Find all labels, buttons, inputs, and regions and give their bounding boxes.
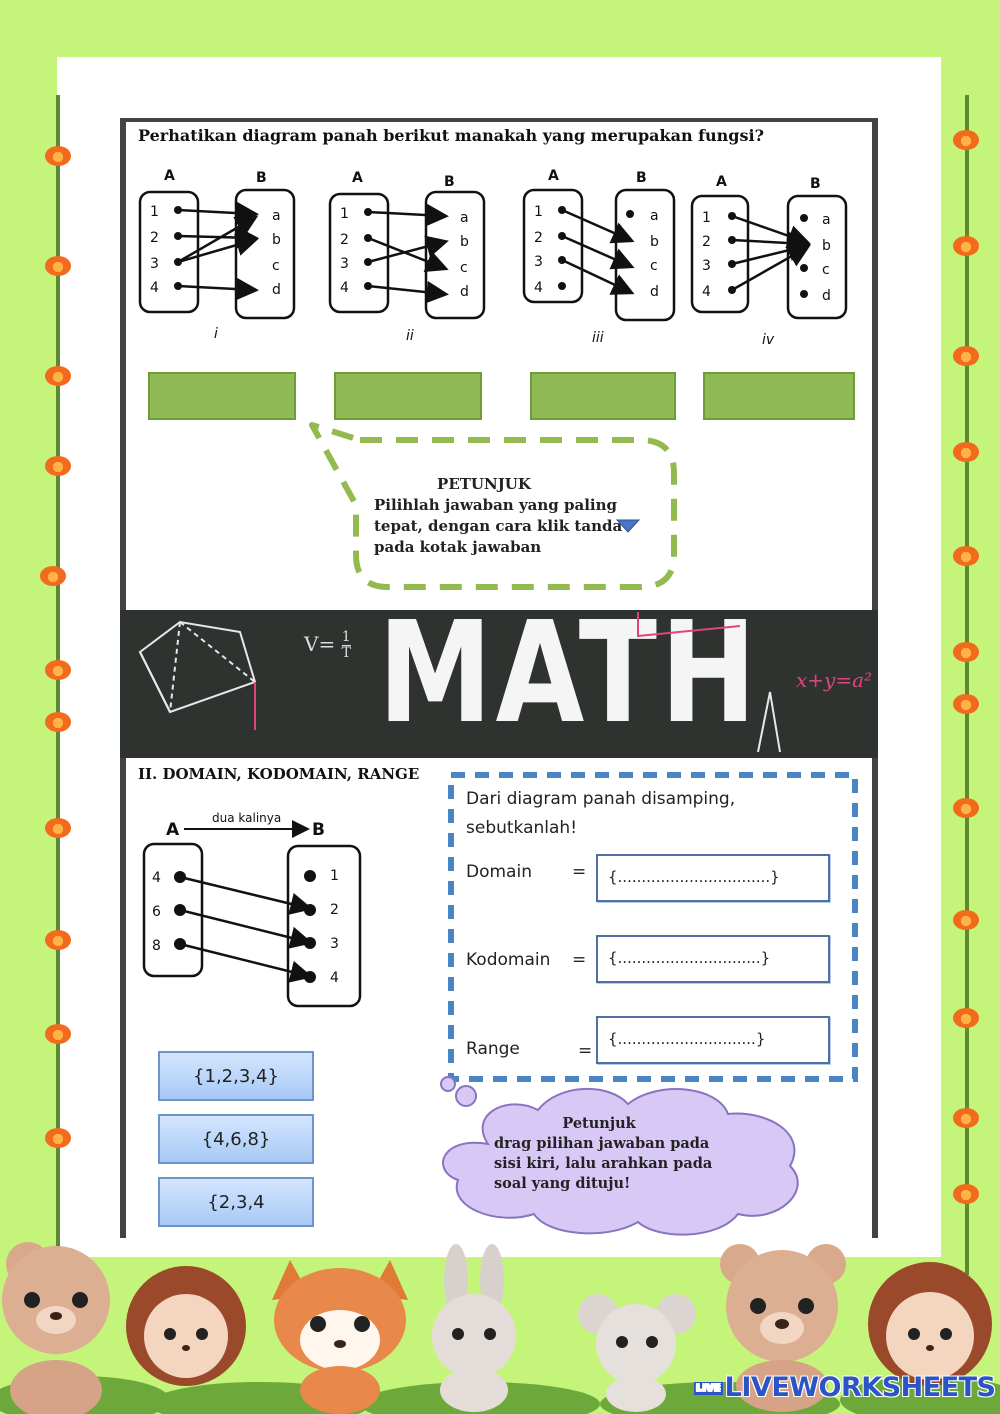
range-equals: =: [578, 1041, 593, 1061]
flower-icon: [953, 1108, 979, 1128]
kodomain-equals: =: [572, 950, 587, 970]
diagram-ii: [330, 170, 484, 344]
right-item: 3: [330, 936, 339, 952]
right-item: a: [822, 212, 831, 228]
right-item: a: [272, 208, 281, 224]
range-input[interactable]: {.............................}: [596, 1016, 830, 1064]
left-item: 2: [534, 230, 543, 246]
roman-label: iv: [762, 332, 775, 348]
flower-icon: [45, 1024, 71, 1044]
left-item: 4: [150, 280, 159, 296]
left-item: 2: [340, 232, 349, 248]
hint-2-title: Petunjuk: [562, 1115, 636, 1132]
hint-2-line: drag pilihan jawaban pada: [494, 1135, 710, 1152]
left-item: 3: [534, 254, 543, 270]
relation-label: dua kalinya: [212, 811, 282, 825]
right-vine: [965, 95, 969, 1275]
domain-label: Domain: [466, 862, 532, 882]
left-item: 8: [152, 938, 161, 954]
question-title: Perhatikan diagram panah berikut manakah yang merupakan fungsi?: [138, 126, 764, 145]
hedgehog-icon: [868, 1262, 992, 1386]
right-item: 1: [330, 868, 339, 884]
left-item: 2: [150, 230, 159, 246]
flower-icon: [953, 130, 979, 150]
flower-icon: [45, 818, 71, 838]
bear-icon: [2, 1242, 110, 1414]
range-label: Range: [466, 1039, 520, 1059]
kodomain-input[interactable]: {..............................}: [596, 935, 830, 983]
hint-1-line: Pilihlah jawaban yang paling: [374, 496, 617, 514]
left-item: 2: [702, 234, 711, 250]
roman-label: ii: [406, 328, 414, 344]
roman-label: iii: [592, 330, 604, 346]
flower-icon: [45, 366, 71, 386]
domain-arrow-diagram: [140, 808, 380, 1008]
right-item: c: [822, 262, 830, 278]
flower-icon: [45, 146, 71, 166]
right-item: c: [460, 260, 468, 276]
answer-box-ii[interactable]: [334, 372, 482, 420]
left-item: 1: [340, 206, 349, 222]
flower-icon: [953, 642, 979, 662]
logo-text: LIVEWORKSHEETS: [724, 1372, 996, 1403]
flower-icon: [40, 566, 66, 586]
right-item: 4: [330, 970, 339, 986]
math-word: MATH: [378, 592, 760, 755]
arrow-diagrams: [126, 160, 872, 360]
label-a: A: [352, 170, 363, 186]
flower-icon: [45, 930, 71, 950]
flower-icon: [953, 1008, 979, 1028]
label-b: B: [810, 176, 821, 192]
diagram-i: [140, 168, 294, 342]
hint-1-text: [374, 474, 624, 558]
formula-v: [304, 630, 351, 661]
right-item: d: [650, 284, 659, 300]
right-item: b: [272, 232, 281, 248]
liveworksheets-logo: [694, 1372, 996, 1403]
flower-icon: [953, 236, 979, 256]
choice-option[interactable]: {2,3,4: [158, 1177, 314, 1227]
right-item: b: [460, 234, 469, 250]
right-item: b: [822, 238, 831, 254]
flower-icon: [45, 660, 71, 680]
label-a: A: [548, 168, 559, 184]
domain-equals: =: [572, 862, 587, 882]
hint-2-line: sisi kiri, lalu arahkan pada: [494, 1155, 713, 1172]
hint-1-line: pada kotak jawaban: [374, 538, 542, 556]
flower-icon: [953, 346, 979, 366]
answer-box-i[interactable]: [148, 372, 296, 420]
prompt-line-2: sebutkanlah!: [466, 818, 578, 838]
right-item: d: [460, 284, 469, 300]
right-item: a: [650, 208, 659, 224]
left-item: 4: [340, 280, 349, 296]
worksheet-top-border: [120, 118, 878, 122]
choice-option[interactable]: {4,6,8}: [158, 1114, 314, 1164]
flower-icon: [953, 1184, 979, 1204]
right-item: c: [272, 258, 280, 274]
prism-drawing: [130, 612, 270, 732]
hedgehog-icon: [126, 1266, 246, 1386]
flower-icon: [953, 546, 979, 566]
formula-left: V=: [304, 632, 336, 656]
label-a: A: [164, 168, 175, 184]
flower-icon: [953, 694, 979, 714]
left-item: 3: [702, 258, 711, 274]
flower-icon: [953, 910, 979, 930]
left-item: 1: [150, 204, 159, 220]
right-item: 2: [330, 902, 339, 918]
frac-bottom: T: [341, 645, 351, 661]
flower-icon: [45, 1128, 71, 1148]
flower-icon: [45, 712, 71, 732]
dropdown-triangle-icon: [616, 519, 640, 533]
flower-icon: [45, 256, 71, 276]
right-item: c: [650, 258, 658, 274]
answer-box-iii[interactable]: [530, 372, 676, 420]
flower-icon: [45, 456, 71, 476]
frac-top: 1: [341, 629, 351, 645]
flower-icon: [953, 442, 979, 462]
choice-option[interactable]: {1,2,3,4}: [158, 1051, 314, 1101]
diagram-iii: [524, 168, 674, 346]
left-item: 4: [152, 870, 161, 886]
rabbit-icon: [432, 1244, 516, 1412]
right-item: b: [650, 234, 659, 250]
hint-1-title: PETUNJUK: [437, 475, 531, 493]
label-b: B: [636, 170, 647, 186]
left-item: 3: [150, 256, 159, 272]
label-b: B: [444, 174, 455, 190]
hint-1-line: tepat, dengan cara klik tanda: [374, 517, 623, 535]
right-item: d: [822, 288, 831, 304]
diagram-iv: [692, 174, 846, 348]
board-lines: [630, 612, 873, 756]
flower-icon: [953, 798, 979, 818]
label-b: B: [312, 820, 325, 840]
right-item: d: [272, 282, 281, 298]
logo-badge: LIVE: [696, 1383, 721, 1394]
label-a: A: [716, 174, 727, 190]
hint-2-line: soal yang dituju!: [494, 1175, 631, 1192]
roman-label: i: [214, 326, 218, 342]
kodomain-label: Kodomain: [466, 950, 551, 970]
left-item: 4: [702, 284, 711, 300]
section-2-title: II. DOMAIN, KODOMAIN, RANGE: [138, 765, 420, 783]
answer-box-iv[interactable]: [703, 372, 855, 420]
prompt-line-1: Dari diagram panah disamping,: [466, 789, 736, 809]
left-item: 1: [534, 204, 543, 220]
left-item: 1: [702, 210, 711, 226]
left-item: 3: [340, 256, 349, 272]
right-item: a: [460, 210, 469, 226]
hint-2-text: [494, 1114, 734, 1194]
label-a: A: [166, 820, 180, 840]
domain-input[interactable]: {................................}: [596, 854, 830, 902]
left-item: 6: [152, 904, 161, 920]
label-b: B: [256, 170, 267, 186]
formula-right: x+y=a²: [796, 668, 873, 692]
left-item: 4: [534, 280, 543, 296]
